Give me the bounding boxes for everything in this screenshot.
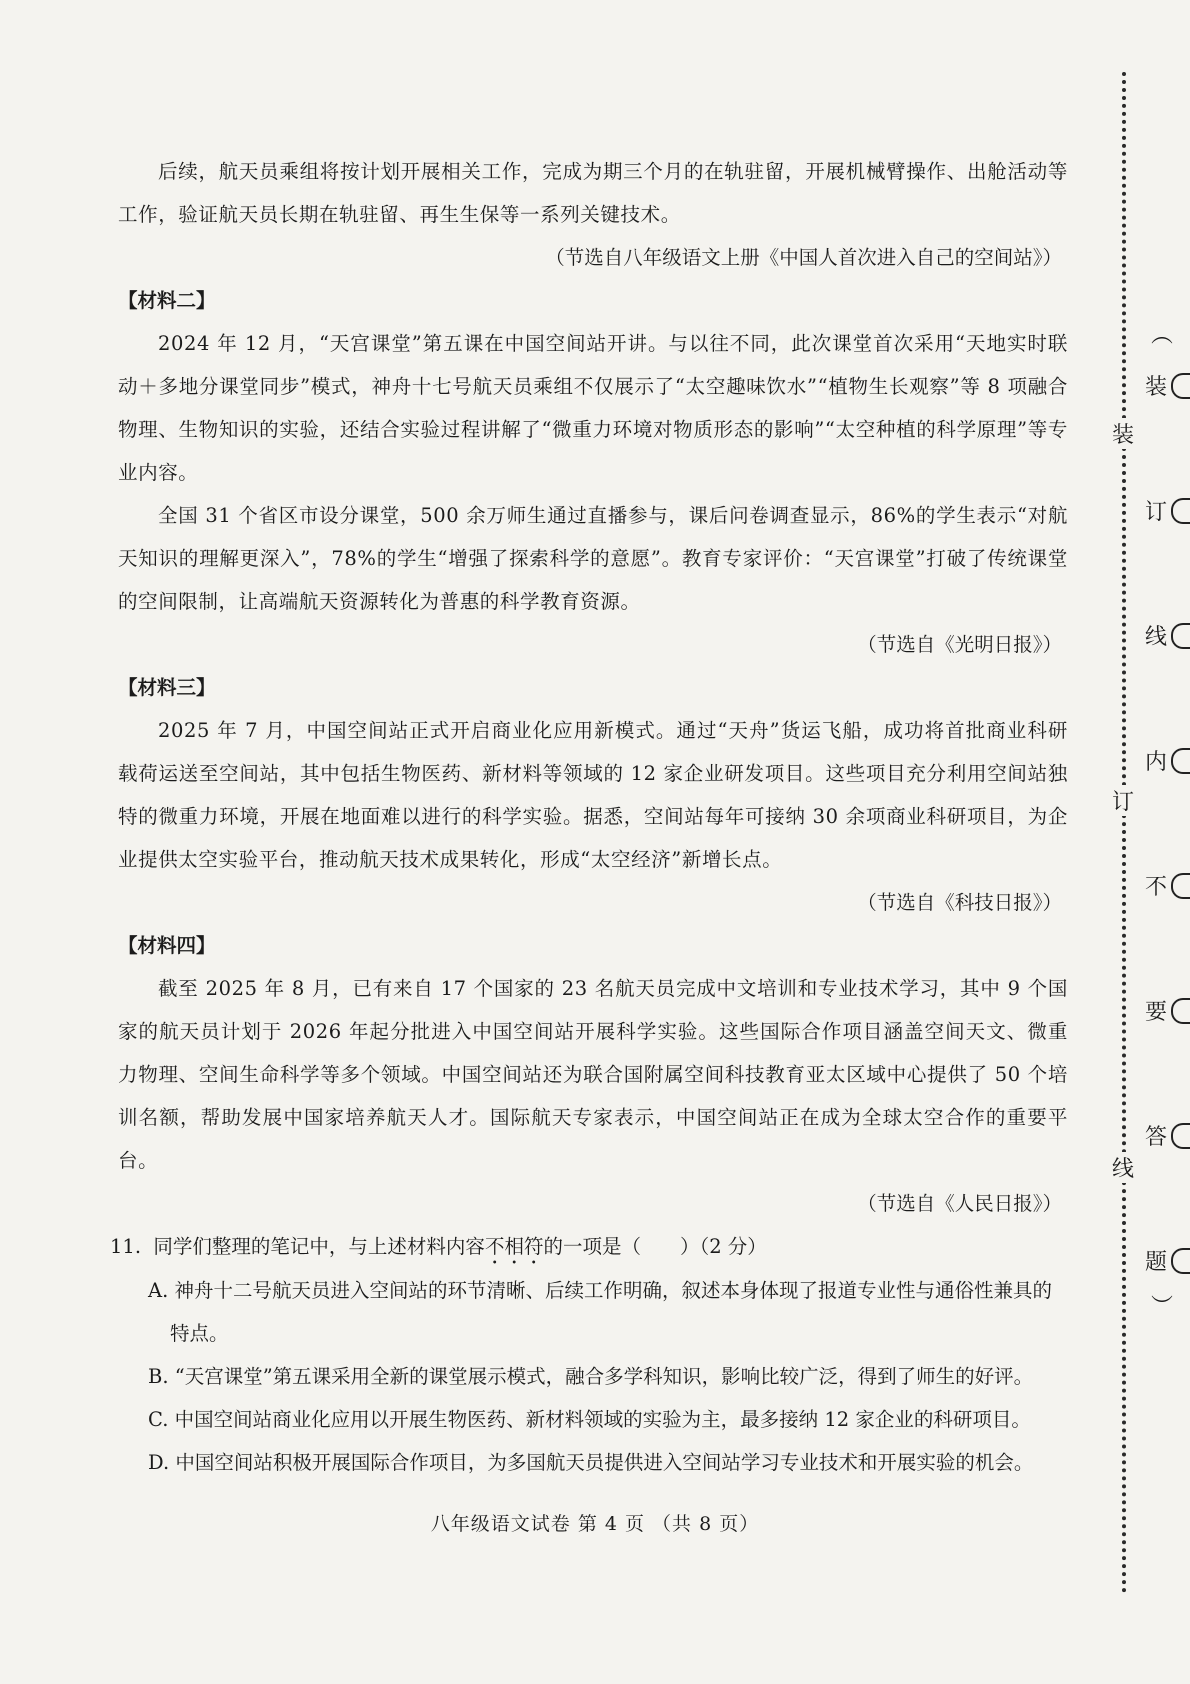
material3-heading: 【材料三】 bbox=[118, 676, 216, 699]
option-c: C. 中国空间站商业化应用以开展生物医药、新材料领域的实验为主，最多接纳 12 家企业的科研项目。 bbox=[148, 1408, 1031, 1431]
option-d: D. 中国空间站积极开展国际合作项目，为多国航天员提供进入空间站学习专业技术和开展实验的机会。 bbox=[148, 1451, 1034, 1474]
material4-heading: 【材料四】 bbox=[118, 934, 216, 957]
page-footer: 八年级语文试卷 第 4 页 （共 8 页） bbox=[430, 1513, 760, 1535]
question-number: 11. bbox=[110, 1235, 142, 1258]
intro-source: （节选自八年级语文上册《中国人首次进入自己的空间站》） bbox=[545, 246, 1062, 269]
circle-mark-icon bbox=[1171, 623, 1190, 649]
seal-close-paren: ︶ bbox=[1151, 1295, 1174, 1320]
material2-paragraph-2: 全国 31 个省区市设分课堂，500 余万师生通过直播参与，课后问卷调查显示，86%的学生表示“对航天知识的理解更深入”，78%的学生“增强了探索科学的意愿”。教育专家评价：“天宫课堂”打破了传统课堂的空间限制，让高端航天资源转化为普惠的科学教育资源。 bbox=[118, 504, 1068, 613]
intro-paragraph: 后续，航天员乘组将按计划开展相关工作，完成为期三个月的在轨驻留，开展机械臂操作、出舱活动等工作，验证航天员长期在轨驻留、再生生保等一系列关键技术。 bbox=[118, 160, 1068, 226]
binding-label-zhuang: 装 bbox=[1112, 418, 1134, 449]
material2-source: （节选自《光明日报》） bbox=[857, 633, 1062, 656]
circle-mark-icon bbox=[1171, 873, 1190, 899]
question-stem-before: 同学们整理的笔记中，与上述材料内容 bbox=[153, 1235, 485, 1258]
binding-label-xian: 线 bbox=[1112, 1152, 1134, 1183]
page-content bbox=[110, 150, 1068, 1484]
option-a: A. 神舟十二号航天员进入空间站的环节清晰、后续工作明确，叙述本身体现了报道专业性与通俗性兼具的特点。 bbox=[148, 1279, 1052, 1345]
circle-mark-icon bbox=[1171, 998, 1190, 1024]
seal-item-ti: 题 bbox=[1145, 1245, 1190, 1276]
material4-paragraph: 截至 2025 年 8 月，已有来自 17 个国家的 23 名航天员完成中文培训和专业技术学习，其中 9 个国家的航天员计划于 2026 年起分批进入中国空间站开展科学实验。这些国际合作项目涵盖空间天文、微重力物理、空间生命科学等多个领域。中国空间站还为联合国附属空间科技教育亚太区域中心提供了 50 个培训名额，帮助发展中国家培养航天人才。国际航天专家表示，中国空间站正在成为全球太空合作的重要平台。 bbox=[118, 977, 1068, 1172]
seal-item-ding: 订 bbox=[1145, 495, 1190, 526]
binding-dotted-line bbox=[1122, 72, 1126, 1594]
question-stem-emphasis: 不相符 bbox=[484, 1235, 544, 1258]
seal-item-xian: 线 bbox=[1145, 620, 1190, 651]
circle-mark-icon bbox=[1171, 1248, 1190, 1274]
circle-mark-icon bbox=[1171, 748, 1190, 774]
binding-label-ding: 订 bbox=[1112, 785, 1134, 816]
material2-paragraph-1: 2024 年 12 月，“天宫课堂”第五课在中国空间站开讲。与以往不同，此次课堂首次采用“天地实时联动＋多地分课堂同步”模式，神舟十七号航天员乘组不仅展示了“太空趣味饮水”“植物生长观察”等 8 项融合物理、生物知识的实验，还结合实验过程讲解了“微重力环境对物质形态的影响”“太空种植的科学原理”等专业内容。 bbox=[118, 332, 1068, 484]
seal-item-da: 答 bbox=[1145, 1120, 1190, 1151]
seal-item-zhuang: 装 bbox=[1145, 370, 1190, 401]
seal-item-yao: 要 bbox=[1145, 995, 1190, 1026]
circle-mark-icon bbox=[1171, 373, 1190, 399]
seal-item-bu: 不 bbox=[1145, 870, 1190, 901]
seal-open-paren: ︵ bbox=[1151, 323, 1174, 348]
material3-source: （节选自《科技日报》） bbox=[857, 891, 1062, 914]
circle-mark-icon bbox=[1171, 1123, 1190, 1149]
question-11-stem bbox=[110, 1225, 1068, 1269]
seal-item-nei: 内 bbox=[1145, 745, 1190, 776]
material2-heading: 【材料二】 bbox=[118, 289, 216, 312]
material3-paragraph: 2025 年 7 月，中国空间站正式开启商业化应用新模式。通过“天舟”货运飞船，成功将首批商业科研载荷运送至空间站，其中包括生物医药、新材料等领域的 12 家企业研发项目。这些项目充分利用空间站独特的微重力环境，开展在地面难以进行的科学实验。据悉，空间站每年可接纳 30 余项商业科研项目，为企业提供太空实验平台，推动航天技术成果转化，形成“太空经济”新增长点。 bbox=[118, 719, 1068, 871]
material4-source: （节选自《人民日报》） bbox=[857, 1192, 1062, 1215]
question-stem-after: 的一项是（ ）（2 分） bbox=[543, 1235, 767, 1258]
circle-mark-icon bbox=[1171, 498, 1190, 524]
option-b: B. “天宫课堂”第五课采用全新的课堂展示模式，融合多学科知识，影响比较广泛，得到了师生的好评。 bbox=[148, 1365, 1034, 1388]
